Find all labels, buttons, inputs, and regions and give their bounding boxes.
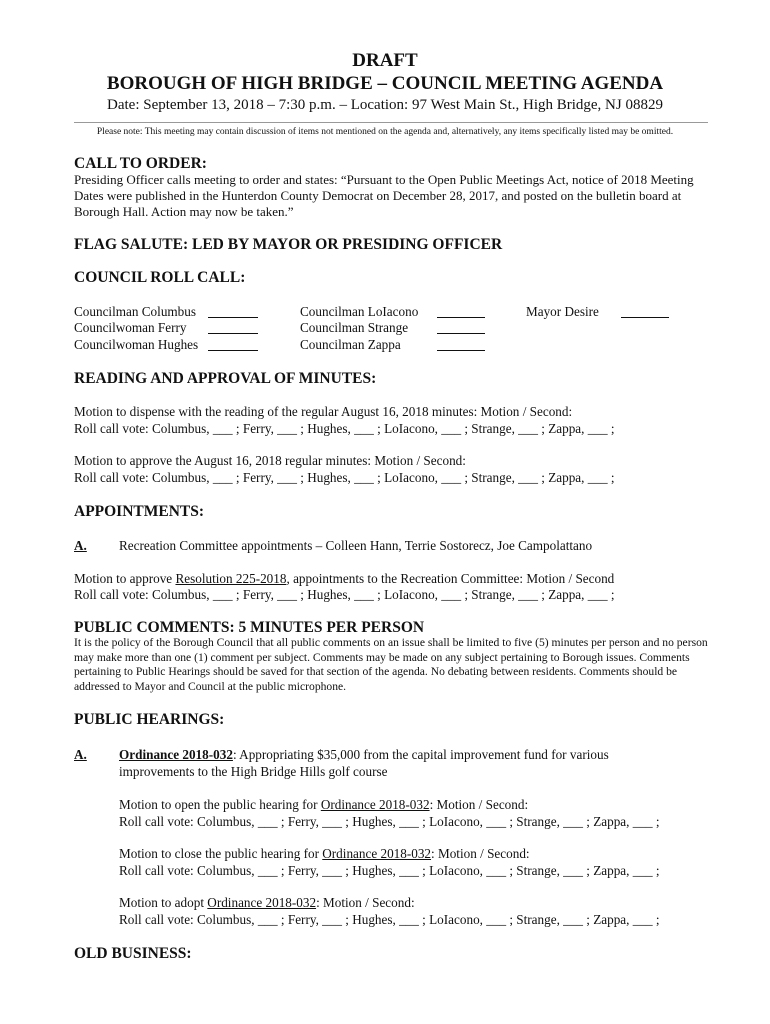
roll-call-strange: Councilman Strange [300,320,409,335]
roll-call-blank [208,338,258,351]
hearing-vote-close: Roll call vote: Columbus, ___ ; Ferry, ___ ; Hughes, ___ ; LoIacono, ___ ; Strange, ___ ; Zappa, ___ ; [119,863,660,878]
roll-call-blank [208,305,258,318]
appointments-item-label: A. [74,538,87,553]
page-title: BOROUGH OF HIGH BRIDGE – COUNCIL MEETING AGENDA [106,73,664,94]
roll-call-columbus: Councilman Columbus [74,304,196,319]
hearing-motion-open: Motion to open the public hearing for Ordinance 2018-032: Motion / Second: [119,797,529,812]
appointments-item-text: Recreation Committee appointments – Colleen Hann, Terrie Sostorecz, Joe Campolattano [119,538,593,553]
roll-call-heading: COUNCIL ROLL CALL: [74,269,246,286]
roll-call-ferry: Councilwoman Ferry [74,320,187,335]
roll-call-blank [208,321,258,334]
hearing-item-text-line2: improvements to the High Bridge Hills golf course [119,764,388,779]
call-to-order-text: Presiding Officer calls meeting to order and states: “Pursuant to the Open Public Meetings Act, notice of 2018 Meeting Dates were published in the Hunterdon County Democrat on December 28, 2017, and posted on the bulletin board at Borough Hall. Action may now be taken.” [74,172,694,219]
appointments-motion: Motion to approve Resolution 225-2018, appointments to the Recreation Committee: Motion / Second [74,571,615,586]
roll-call-blank [437,321,485,334]
hearing-vote-adopt: Roll call vote: Columbus, ___ ; Ferry, ___ ; Hughes, ___ ; LoIacono, ___ ; Strange, ___ ; Zappa, ___ ; [119,912,660,927]
roll-call-blank [437,305,485,318]
hearing-motion-close: Motion to close the public hearing for Ordinance 2018-032: Motion / Second: [119,846,530,861]
roll-call-loiacono: Councilman LoIacono [300,304,419,319]
date-line: Date: September 13, 2018 – 7:30 p.m. – Location: 97 West Main St., High Bridge, NJ 08829 [107,97,663,113]
old-business-heading: OLD BUSINESS: [74,945,192,962]
resolution-link: Resolution 225-2018 [175,571,287,586]
header-divider [74,122,708,123]
hearing-motion-adopt: Motion to adopt Ordinance 2018-032: Motion / Second: [119,895,415,910]
roll-call-mayor: Mayor Desire [526,304,599,319]
appointments-heading: APPOINTMENTS: [74,503,205,520]
hearing-item-text: Ordinance 2018-032: Appropriating $35,000 from the capital improvement fund for various [119,747,609,762]
minutes-heading: READING AND APPROVAL OF MINUTES: [74,370,377,387]
appointments-vote: Roll call vote: Columbus, ___ ; Ferry, ___ ; Hughes, ___ ; LoIacono, ___ ; Strange, ___ ; Zappa, ___ ; [74,587,615,602]
public-comments-heading: PUBLIC COMMENTS: 5 MINUTES PER PERSON [74,619,425,636]
agenda-note: Please note: This meeting may contain discussion of items not mentioned on the agenda and, alternatively, any items specifically listed may be omitted. [96,127,674,137]
roll-call-blank [437,338,485,351]
draft-label: DRAFT [352,50,418,71]
public-comments-text: It is the policy of the Borough Council that all public comments on an issue shall be limited to five (5) minutes per person and no person may make more than one (1) comment per subject. Comments may be made on any subject pertaining to Borough issues. Comments pertaining to Public Hearings should be saved for that section of the agenda. No debating between residents. Comments should be addressed to Mayor and Council at the public microphone. [74,636,708,693]
roll-call-hughes: Councilwoman Hughes [74,337,199,352]
roll-call-zappa: Councilman Zappa [300,337,401,352]
hearing-vote-open: Roll call vote: Columbus, ___ ; Ferry, ___ ; Hughes, ___ ; LoIacono, ___ ; Strange, ___ ; Zappa, ___ ; [119,814,660,829]
flag-salute-heading: FLAG SALUTE: LED BY MAYOR OR PRESIDING OFFICER [74,236,503,253]
ordinance-link: Ordinance 2018-032 [119,747,233,762]
public-hearings-heading: PUBLIC HEARINGS: [74,711,225,728]
minutes-motion-approve: Motion to approve the August 16, 2018 regular minutes: Motion / Second: [74,453,466,468]
roll-call-blank [621,305,669,318]
minutes-vote-dispense: Roll call vote: Columbus, ___ ; Ferry, ___ ; Hughes, ___ ; LoIacono, ___ ; Strange, ___ ; Zappa, ___ ; [74,421,615,436]
minutes-motion-dispense: Motion to dispense with the reading of the regular August 16, 2018 minutes: Motion / Second: [74,404,573,419]
hearing-item-label: A. [74,747,87,762]
minutes-vote-approve: Roll call vote: Columbus, ___ ; Ferry, ___ ; Hughes, ___ ; LoIacono, ___ ; Strange, ___ ; Zappa, ___ ; [74,470,615,485]
call-to-order-heading: CALL TO ORDER: [74,155,207,172]
